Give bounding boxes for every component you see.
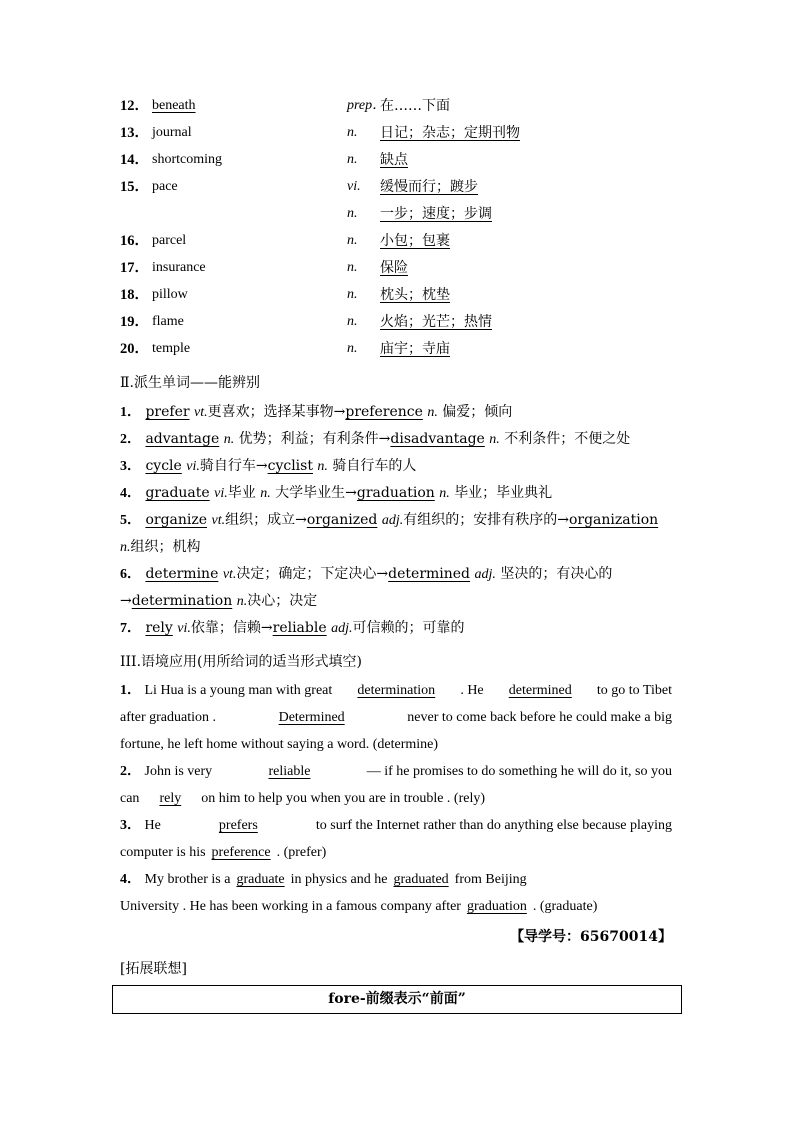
answer-preference: preference <box>211 845 271 860</box>
expand-label: [拓展联想] <box>120 961 187 977</box>
vocab-number: 16． <box>120 233 149 249</box>
exercise-4-line-2: University . He has been working in a famous company after graduation . (graduate) <box>120 896 672 923</box>
exercise-3-line-1: 3． He prefers to surf the Internet rather than do anything else because playing <box>120 815 672 842</box>
vocab-row <box>120 258 680 285</box>
vocab-meaning: 在……下面 <box>380 98 450 114</box>
derived-item-6: 6． determine vt.决定；确定；下定决心→determined adj. 坚决的；有决心的 <box>120 566 613 582</box>
vocab-word: beneath <box>152 98 196 113</box>
vocab-word: flame <box>152 314 184 329</box>
exercise-2-line-2: can rely on him to help you when you are in trouble . (rely) <box>120 788 672 815</box>
derived-item-6-cont: →determination n.决心；决定 <box>120 593 318 609</box>
vocab-word: shortcoming <box>152 152 222 167</box>
vocab-part-of-speech: prep． <box>347 98 387 113</box>
answer-rely: rely <box>159 791 182 806</box>
vocab-number: 17． <box>120 260 149 276</box>
vocab-part-of-speech: n. <box>347 341 358 356</box>
exercise-1-line-3: fortune, he left home without saying a word. (determine) <box>120 737 439 752</box>
vocab-word: journal <box>152 125 192 140</box>
section-heading-derived: Ⅱ.派生单词——能辨别 <box>120 375 260 391</box>
vocab-part-of-speech: n. <box>347 152 358 167</box>
vocab-row <box>120 96 680 123</box>
answer-graduate: graduate <box>236 872 285 887</box>
guide-number: 【导学号：65670014】 <box>510 929 672 945</box>
derived-item-2: 2． advantage n. 优势；利益；有利条件→disadvantage n. 不利条件；不便之处 <box>120 431 631 447</box>
vocab-word: pace <box>152 179 178 194</box>
vocab-number: 18． <box>120 287 149 303</box>
vocab-word: pillow <box>152 287 188 302</box>
vocab-part-of-speech: n. <box>347 125 358 140</box>
vocab-meaning: 缓慢而行；踱步 <box>380 179 478 195</box>
fore-prefix-box: fore-前缀表示“前面” <box>112 985 682 1014</box>
vocab-part-of-speech: vi. <box>347 179 361 194</box>
answer-determination: determination <box>357 683 436 698</box>
derived-item-5-cont: n.组织；机构 <box>120 539 201 555</box>
derived-item-3: 3． cycle vi.骑自行车→cyclist n. 骑自行车的人 <box>120 458 417 474</box>
vocab-row <box>120 312 680 339</box>
answer-prefers: prefers <box>218 818 258 833</box>
exercise-1-line-1: 1． Li Hua is a young man with great determination . He determined to go to Tibet <box>120 680 672 707</box>
vocab-row <box>120 339 680 366</box>
vocab-part-of-speech: n. <box>347 314 358 329</box>
vocab-row <box>120 123 680 150</box>
word-preference: preference <box>345 404 423 420</box>
vocab-part-of-speech: n. <box>347 233 358 248</box>
vocab-part-of-speech: n. <box>347 287 358 302</box>
fill-in-exercises <box>120 680 672 923</box>
vocab-number: 14． <box>120 152 149 168</box>
vocab-number: 15． <box>120 179 149 195</box>
exercise-2-line-1: 2． John is very reliable — if he promises to do something he will do it, so you <box>120 761 672 788</box>
vocabulary-list <box>120 96 680 366</box>
vocab-meaning: 缺点 <box>380 152 408 168</box>
vocab-word: parcel <box>152 233 187 248</box>
vocab-row <box>120 177 680 204</box>
derived-item-1: 1． prefer vt.更喜欢；选择某事物→preference n. 偏爱；倾向 <box>120 404 513 420</box>
vocab-number: 12． <box>120 98 149 114</box>
answer-graduation: graduation <box>466 899 527 914</box>
exercise-1-line-2: after graduation . Determined never to come back before he could make a big <box>120 707 672 734</box>
exercise-4-line-1: 4． My brother is a graduate in physics and he graduated from Beijing <box>120 869 672 896</box>
vocab-meaning: 枕头；枕垫 <box>380 287 450 303</box>
derived-item-5: 5． organize vt.组织；成立→organized adj.有组织的；安排有秩序的→organization <box>120 512 659 528</box>
vocab-meaning: 日记；杂志；定期刊物 <box>380 125 520 141</box>
vocab-part-of-speech: n. <box>347 206 358 221</box>
vocab-word: insurance <box>152 260 206 275</box>
section-heading-context: III.语境应用(用所给词的适当形式填空) <box>120 654 362 670</box>
vocab-number: 19． <box>120 314 149 330</box>
word-prefer: prefer <box>145 404 190 420</box>
vocab-part-of-speech: n. <box>347 260 358 275</box>
derived-item-4: 4． graduate vi.毕业 n. 大学毕业生→graduation n. 毕业；毕业典礼 <box>120 485 553 501</box>
vocab-row <box>120 231 680 258</box>
answer-determined-cap: Determined <box>278 710 345 725</box>
vocab-meaning: 一步；速度；步调 <box>380 206 492 222</box>
vocab-word: temple <box>152 341 191 356</box>
answer-graduated: graduated <box>393 872 449 887</box>
vocab-meaning: 小包；包裹 <box>380 233 450 249</box>
vocab-row <box>120 285 680 312</box>
derived-item-7: 7． rely vi.依靠；信赖→reliable adj.可信赖的；可靠的 <box>120 620 465 636</box>
vocab-number: 20． <box>120 341 149 357</box>
vocab-row <box>120 150 680 177</box>
vocab-meaning: 火焰；光芒；热情 <box>380 314 492 330</box>
answer-reliable: reliable <box>268 764 311 779</box>
answer-determined: determined <box>508 683 572 698</box>
vocab-row <box>120 204 680 231</box>
exercise-3-line-2: computer is his preference . (prefer) <box>120 842 672 869</box>
derived-words-list <box>120 401 680 644</box>
vocab-meaning: 保险 <box>380 260 408 276</box>
vocab-number: 13． <box>120 125 149 141</box>
vocab-meaning: 庙宇；寺庙 <box>380 341 450 357</box>
